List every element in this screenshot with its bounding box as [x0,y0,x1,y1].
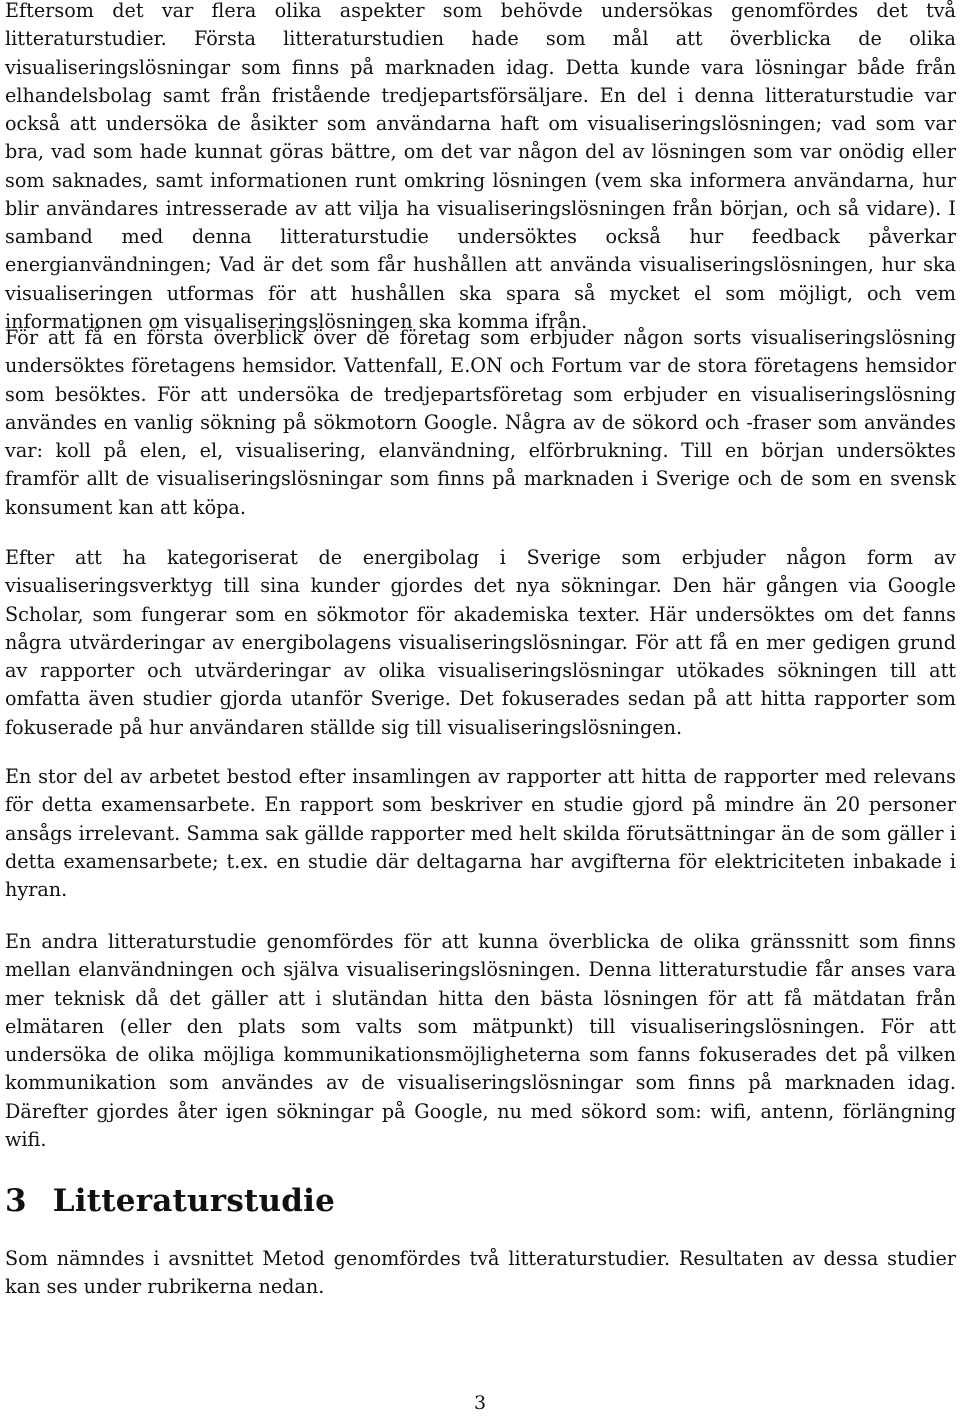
paragraph-google-scholar: Efter att ha kategoriserat de energibolag i Sverige som erbjuder någon form av visualiseringsverktyg till sina kunder gjordes det nya sökningar. Den här gången via Google Scholar, som fungerar som en sökmotor för akademiska texter. Här undersöktes om det fanns några utvärderingar av energibolagens visualiseringslösningar. För att få en mer gedigen grund av rapporter och utvärderingar av olika visualiseringslösningar utökades sökningen till att omfatta även studier gjorda utanför Sverige. Det fokuserades sedan på att hitta rapporter som fokuserade på hur användaren ställde sig till visualiseringslösningen. [5,546,956,739]
page-number: 3 [473,1392,487,1414]
section-number: 3 [5,1183,27,1219]
paragraph-company-websites: För att få en första överblick över de företag som erbjuder någon sorts visualiseringslösning undersöktes företagens hemsidor. Vattenfall, E.ON och Fortum var de stora företagens hemsidor som besöktes. För att undersöka de tredjepartsföretag som erbjuder en visualiseringslösning användes en vanlig sökning på sökmotorn Google. Några av de sökord och -fraser som användes var: koll på elen, el, visualisering, elanvändning, elförbrukning. Till en början undersöktes framför allt de visualiseringslösningar som finns på marknaden i Sverige och de som en svensk konsument kan att köpa. [5,326,956,519]
paragraph-relevance-selection: En stor del av arbetet bestod efter insamlingen av rapporter att hitta de rapporter med relevans för detta examensarbete. En rapport som beskriver en studie gjord på mindre än 20 personer ansågs irrelevant. Samma sak gällde rapporter med helt skilda förutsättningar än de som gäller i detta examensarbete; t.ex. en studie där deltagarna har avgifterna för elektriciteten inbakade i hyran. [5,765,956,901]
section-heading [5,1183,335,1219]
section-intro-paragraph: Som nämndes i avsnittet Metod genomfördes två litteraturstudier. Resultaten av dessa studier kan ses under rubrikerna nedan. [5,1247,956,1299]
paragraph-literature-study-overview: Eftersom det var flera olika aspekter som behövde undersökas genomfördes det två litteraturstudier. Första litteraturstudien hade som mål att överblicka de olika visualiseringslösningar som finns på marknaden idag. Detta kunde vara lösningar både från elhandelsbolag samt från fristående tredjepartsförsäljare. En del i denna litteraturstudie var också att undersöka de åsikter som användarna haft om visualiseringslösningen; vad som var bra, vad som hade kunnat göras bättre, om det var någon del av lösningen som var onödig eller som saknades, samt informationen runt omkring lösningen (vem ska informera användarna, hur blir användares intresserade av att vilja ha visualiseringslösningen från början, och så vidare). I samband med denna litteraturstudie undersöktes också hur feedback påverkar energianvändningen; Vad är det som får hushållen att använda visualiseringslösningen, hur ska visualiseringen utformas för att hushållen ska spara så mycket el som möjligt, och vem informationen om visualiseringslösningen ska komma ifrån. [5,0,956,333]
paragraph-second-literature-study: En andra litteraturstudie genomfördes för att kunna överblicka de olika gränssnitt som finns mellan elanvändningen och själva visualiseringslösningen. Denna litteraturstudie får anses vara mer teknisk då det gäller att i slutändan hitta den bästa lösningen för att få mätdatan från elmätaren (eller den plats som valts som mätpunkt) till visualiseringslösningen. För att undersöka de olika möjliga kommunikationsmöjligheterna som fanns fokuserades det på vilken kommunikation som användes av de visualiseringslösningar som finns på marknaden idag. Därefter gjordes åter igen sökningar på Google, nu med sökord som: wifi, antenn, förlängning wifi. [5,930,956,1151]
section-title: Litteraturstudie [52,1183,336,1219]
